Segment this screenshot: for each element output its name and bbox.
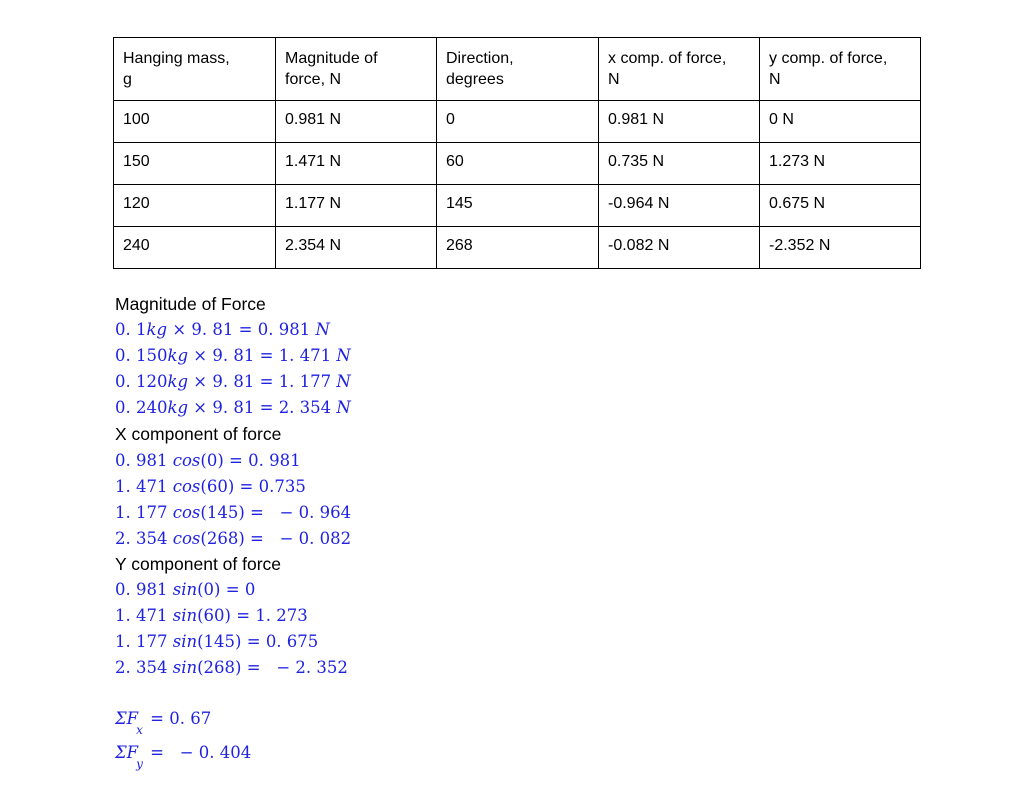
eq-result: 0. 981 <box>257 320 311 339</box>
eq-op: × <box>193 398 208 417</box>
eq-arg: (268) <box>197 658 242 677</box>
table-cell: 0.675 N <box>760 185 921 227</box>
eq-mass: 0. 150 <box>115 346 168 365</box>
table-row <box>114 227 921 269</box>
y-component-equation <box>115 658 348 677</box>
table-cell: 145 <box>437 185 599 227</box>
eq-unit: kg <box>146 320 168 339</box>
eq-equals: = <box>259 398 274 417</box>
magnitude-heading: Magnitude of Force <box>115 294 266 314</box>
table-cell: -0.082 N <box>599 227 760 269</box>
eq-result: 0. 675 <box>265 632 319 651</box>
eq-result-unit: N <box>336 372 351 391</box>
eq-mag: 1. 471 <box>115 606 168 625</box>
eq-arg: (268) <box>200 529 245 548</box>
eq-arg: (60) <box>200 477 235 496</box>
header-y-comp <box>760 38 921 101</box>
eq-result: − 0. 082 <box>279 529 352 548</box>
eq-mag: 1. 177 <box>115 632 168 651</box>
table-cell: -0.964 N <box>599 185 760 227</box>
table-cell: -2.352 N <box>760 227 921 269</box>
table-cell: 0.735 N <box>599 143 760 185</box>
eq-g: 9. 81 <box>212 398 255 417</box>
eq-fn: cos <box>172 503 201 522</box>
eq-fn: sin <box>172 580 198 599</box>
table-cell: 1.177 N <box>276 185 437 227</box>
magnitude-equation <box>115 398 351 417</box>
sum-subscript: x <box>136 723 143 737</box>
eq-fn: sin <box>172 606 198 625</box>
sum-symbol: ΣF <box>115 743 139 762</box>
eq-equals: = <box>238 320 253 339</box>
eq-equals: = <box>250 503 264 522</box>
header-line: force, N <box>285 71 342 88</box>
eq-fn: sin <box>172 632 198 651</box>
eq-result: 0.735 <box>258 477 306 496</box>
eq-mag: 1. 471 <box>115 477 168 496</box>
table-cell: 120 <box>114 185 276 227</box>
eq-equals: = <box>246 658 261 677</box>
eq-mass: 0. 1 <box>115 320 147 339</box>
eq-g: 9. 81 <box>191 320 234 339</box>
eq-g: 9. 81 <box>212 372 255 391</box>
eq-arg: (0) <box>197 580 221 599</box>
x-component-heading: X component of force <box>115 424 282 444</box>
eq-mass: 0. 120 <box>115 372 168 391</box>
header-line: degrees <box>446 71 504 88</box>
eq-equals: = <box>246 632 261 651</box>
eq-result: − 2. 352 <box>276 658 348 677</box>
eq-result: 0 <box>244 580 256 599</box>
eq-mag: 0. 981 <box>115 580 168 599</box>
eq-op: × <box>193 372 208 391</box>
magnitude-equation <box>115 372 351 391</box>
sum-value: − 0. 404 <box>179 743 252 762</box>
header-magnitude <box>276 38 437 101</box>
eq-equals: = <box>229 451 243 470</box>
eq-arg: (145) <box>200 503 245 522</box>
eq-result: 0. 981 <box>248 451 301 470</box>
table-cell: 240 <box>114 227 276 269</box>
eq-fn: cos <box>172 477 201 496</box>
eq-arg: (60) <box>197 606 231 625</box>
eq-mass: 0. 240 <box>115 398 168 417</box>
table-cell: 0 <box>437 101 599 143</box>
eq-unit: kg <box>167 346 189 365</box>
table-row <box>114 101 921 143</box>
eq-equals: = <box>236 606 251 625</box>
sum-equals: = <box>150 709 164 728</box>
eq-arg: (145) <box>197 632 242 651</box>
table-cell: 1.471 N <box>276 143 437 185</box>
eq-unit: kg <box>167 372 189 391</box>
eq-unit: kg <box>167 398 189 417</box>
eq-equals: = <box>225 580 240 599</box>
eq-equals: = <box>250 529 264 548</box>
table-cell: 0.981 N <box>276 101 437 143</box>
header-line: Direction, <box>446 50 514 67</box>
sum-value: 0. 67 <box>169 709 212 728</box>
eq-result-unit: N <box>336 398 351 417</box>
eq-g: 9. 81 <box>212 346 255 365</box>
sum-fy <box>115 743 252 771</box>
sum-subscript: y <box>136 757 143 771</box>
header-line: Magnitude of <box>285 50 378 67</box>
eq-result-unit: N <box>336 346 351 365</box>
eq-fn: cos <box>172 451 201 470</box>
force-data-table <box>113 37 921 269</box>
eq-op: × <box>172 320 187 339</box>
header-line: g <box>123 71 132 88</box>
eq-fn: sin <box>172 658 198 677</box>
x-component-equation <box>115 529 351 548</box>
header-line: N <box>608 71 620 88</box>
table-row <box>114 143 921 185</box>
eq-mag: 2. 354 <box>115 529 168 548</box>
table-cell: 0.981 N <box>599 101 760 143</box>
eq-op: × <box>193 346 208 365</box>
x-component-equation <box>115 451 301 470</box>
y-component-equation <box>115 606 308 625</box>
header-line: Hanging mass, <box>123 50 230 67</box>
eq-result: − 0. 964 <box>279 503 352 522</box>
eq-result: 2. 354 <box>278 398 332 417</box>
eq-result: 1. 273 <box>255 606 308 625</box>
eq-equals: = <box>259 346 274 365</box>
table-cell: 60 <box>437 143 599 185</box>
header-hanging-mass <box>114 38 276 101</box>
table-cell: 0 N <box>760 101 921 143</box>
eq-fn: cos <box>172 529 201 548</box>
eq-mag: 1. 177 <box>115 503 168 522</box>
table-cell: 1.273 N <box>760 143 921 185</box>
y-component-equation <box>115 632 318 651</box>
eq-mag: 0. 981 <box>115 451 168 470</box>
magnitude-equation <box>115 320 330 339</box>
eq-arg: (0) <box>200 451 224 470</box>
table-header-row <box>114 38 921 101</box>
header-line: x comp. of force, <box>608 50 727 67</box>
header-direction <box>437 38 599 101</box>
header-x-comp <box>599 38 760 101</box>
x-component-equation <box>115 477 306 496</box>
header-line: y comp. of force, <box>769 50 888 67</box>
magnitude-equation <box>115 346 351 365</box>
x-component-equation <box>115 503 351 522</box>
sum-symbol: ΣF <box>115 709 139 728</box>
table-cell: 268 <box>437 227 599 269</box>
header-line: N <box>769 71 781 88</box>
eq-result: 1. 471 <box>278 346 332 365</box>
eq-equals: = <box>239 477 254 496</box>
sum-equals: = <box>150 743 164 762</box>
eq-result-unit: N <box>315 320 330 339</box>
eq-equals: = <box>259 372 274 391</box>
table-row <box>114 185 921 227</box>
y-component-equation <box>115 580 255 599</box>
table-cell: 150 <box>114 143 276 185</box>
table-cell: 100 <box>114 101 276 143</box>
eq-mag: 2. 354 <box>115 658 168 677</box>
eq-result: 1. 177 <box>278 372 332 391</box>
y-component-heading: Y component of force <box>115 554 282 574</box>
table-cell: 2.354 N <box>276 227 437 269</box>
sum-fx <box>115 709 212 737</box>
